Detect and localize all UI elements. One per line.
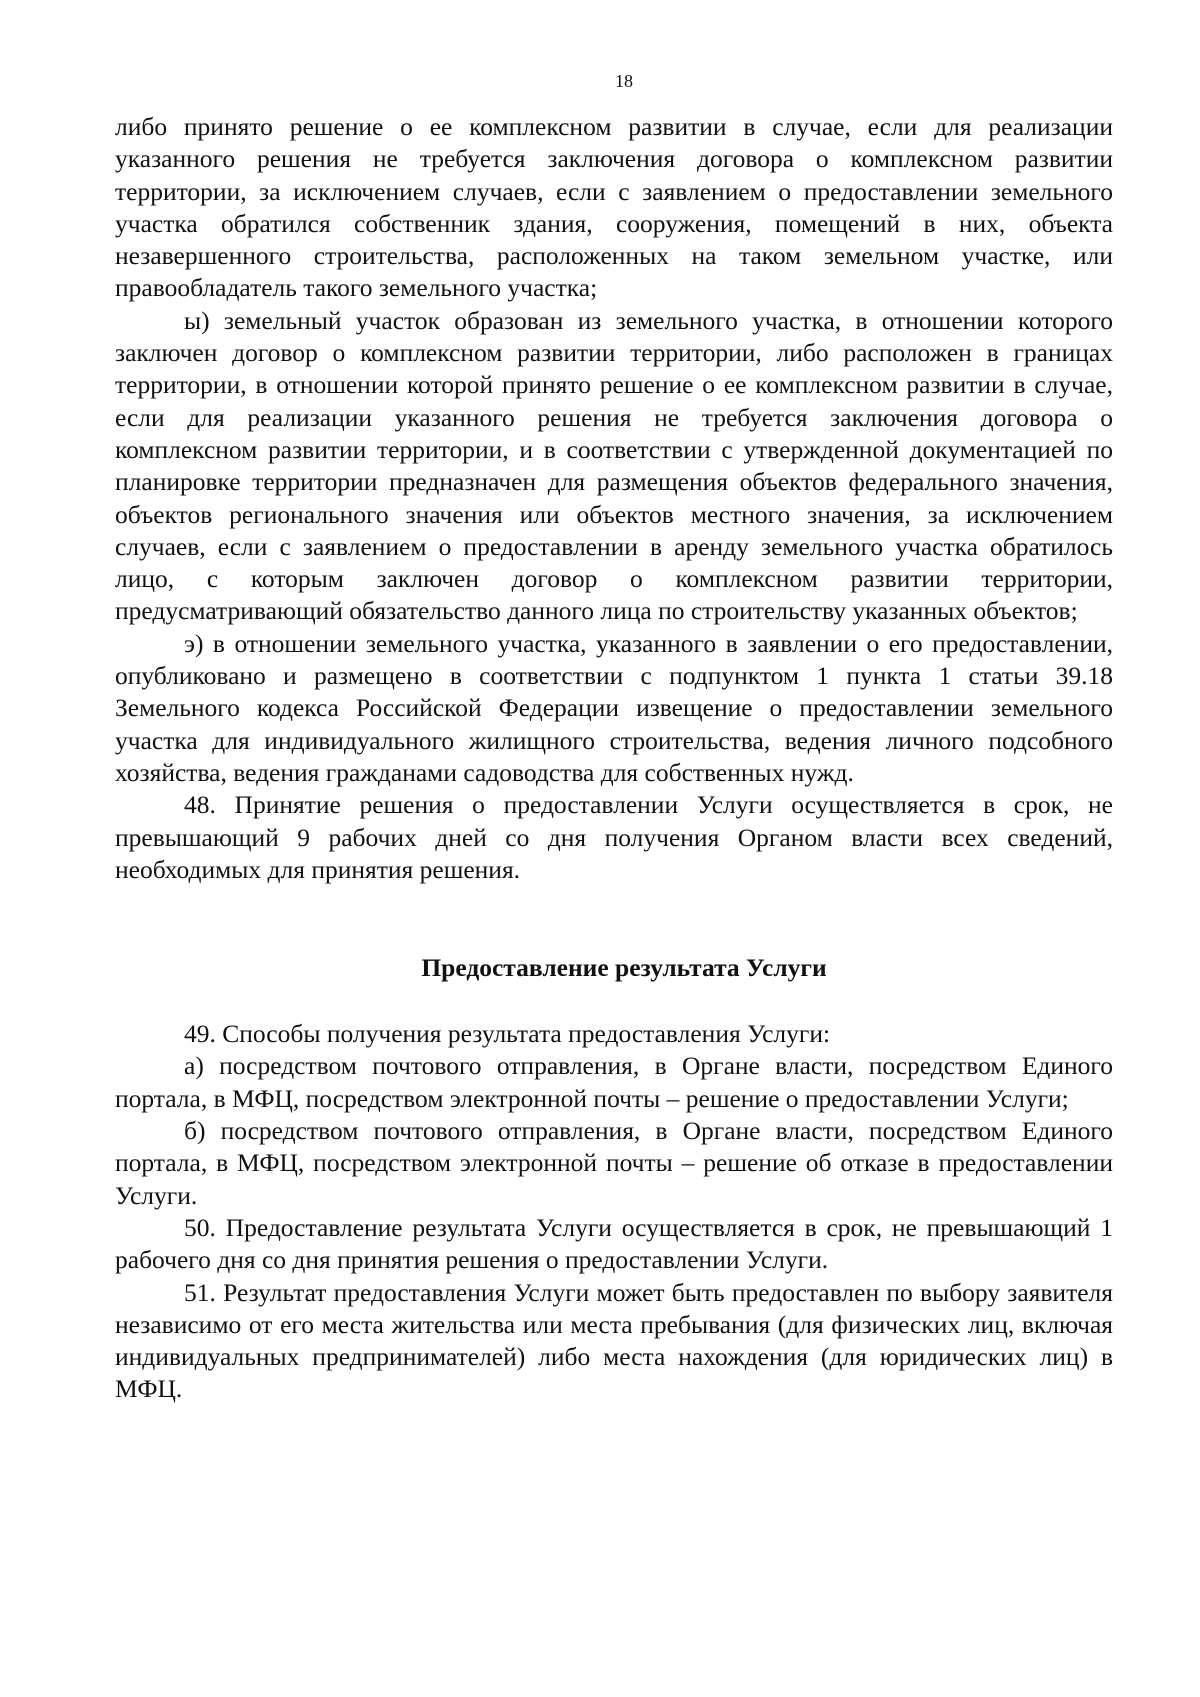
paragraph-item-e: э) в отношении земельного участка, указанного в заявлении о его предоставлении, опубликовано и размещено в соответствии с подпунктом 1 пункта 1 статьи 39.18 Земельного кодекса Российской Федерации извещение о предоставлении земельного участка для индивидуального жилищного строительства, ведения личного подсобного хозяйства, ведения гражданами садоводства для собственных нужд. [115,628,1113,787]
spacer [115,886,1113,952]
page-number: 18 [615,71,633,91]
paragraph-item-49: 49. Способы получения результата предоставления Услуги: [184,1019,831,1049]
paragraph-item-49-b: б) посредством почтового отправления, в Органе власти, посредством Единого портала, в МФЦ, посредством электронной почты – решение об отказе в предоставлении Услуги. [115,1116,1113,1210]
paragraph-item-51: 51. Результат предоставления Услуги может быть предоставлен по выбору заявителя независимо от его места жительства или места пребывания (для физических лиц, включая индивидуальных предпринимателей) либо места нахождения (для юридических лиц) в МФЦ. [115,1277,1113,1404]
section-heading: Предоставление результата Услуги [421,953,827,983]
paragraph-item-49-a: а) посредством почтового отправления, в Органе власти, посредством Единого портала, в МФЦ, посредством электронной почты – решение о предоставлении Услуги; [115,1051,1113,1113]
paragraph-continuation: либо принято решение о ее комплексном развитии в случае, если для реализации указанного решения не требуется заключения договора о комплексном развитии территории, за исключением случаев, если с заявлением о предоставлении земельного участка обратился собственник здания, сооружения, помещений в них, объекта незавершенного строительства, расположенных на таком земельном участке, или правообладатель такого земельного участка; [115,112,1113,303]
paragraph-item-y: ы) земельный участок образован из земельного участка, в отношении которого заключен договор о комплексном развитии территории, либо расположен в границах территории, в отношении которой принято решение о ее комплексном развитии в случае, если для реализации указанного решения не требуется заключения договора о комплексном развитии территории, и в соответствии с утвержденной документацией по планировке территории предназначен для размещения объектов федерального значения, объектов регионального значения или объектов местного значения, за исключением случаев, если с заявлением о предоставлении в аренду земельного участка обратилось лицо, с которым заключен договор о комплексном развитии территории, предусматривающий обязательство данного лица по строительству указанных объектов; [115,305,1113,626]
paragraph-item-48: 48. Принятие решения о предоставлении Услуги осуществляется в срок, не превышающий 9 рабочих дней со дня получения Органом власти всех сведений, необходимых для принятия решения. [115,790,1113,884]
spacer [115,984,1113,1018]
paragraph-item-50: 50. Предоставление результата Услуги осуществляется в срок, не превышающий 1 рабочего дня со дня принятия решения о предоставлении Услуги. [115,1212,1113,1275]
